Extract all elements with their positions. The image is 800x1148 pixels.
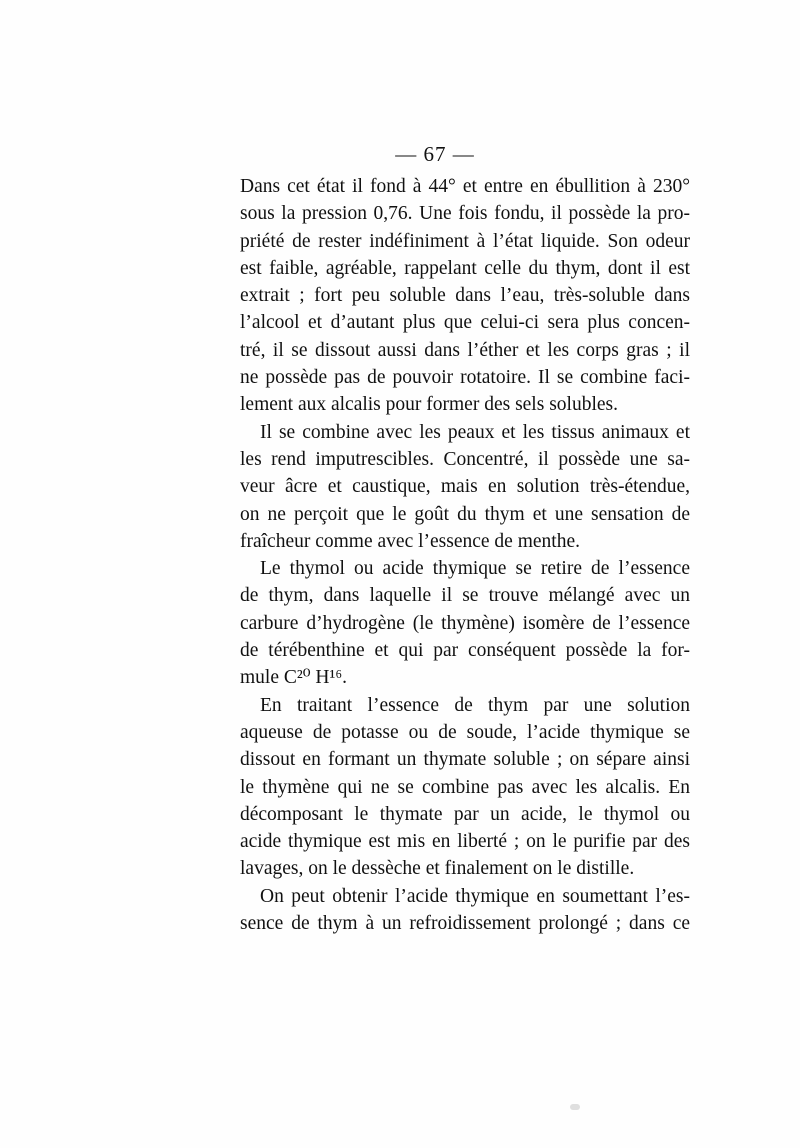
text-line: mule C²⁰ H¹⁶. bbox=[240, 667, 348, 689]
text-line: On peut obtenir l’acide thymique en soumettant l’es- bbox=[260, 885, 690, 907]
text-line: carbure d’hydrogène (le thymène) isomère de l’essence bbox=[240, 612, 690, 634]
ink-speck bbox=[570, 1104, 580, 1110]
text-line: Il se combine avec les peaux et les tissus animaux et bbox=[260, 421, 690, 443]
text-line: priété de rester indéfiniment à l’état liquide. Son odeur bbox=[240, 230, 690, 252]
text-line: Dans cet état il fond à 44° et entre en ébullition à 230° bbox=[240, 176, 690, 197]
text-line: tré, il se dissout aussi dans l’éther et les corps gras ; il bbox=[240, 339, 690, 361]
text-line: de thym, dans laquelle il se trouve mélangé avec un bbox=[240, 585, 690, 607]
text-line: aqueuse de potasse ou de soude, l’acide thymique se bbox=[240, 721, 690, 743]
text-line: l’alcool et d’autant plus que celui-ci sera plus concen- bbox=[240, 312, 690, 334]
text-line: fraîcheur comme avec l’essence de menthe. bbox=[240, 530, 580, 552]
text-line: lement aux alcalis pour former des sels solubles. bbox=[240, 394, 618, 416]
text-line: veur âcre et caustique, mais en solution très-étendue, bbox=[240, 476, 690, 498]
text-line: ne possède pas de pouvoir rotatoire. Il se combine faci- bbox=[240, 367, 690, 389]
body-text bbox=[240, 173, 690, 937]
text-line: lavages, on le dessèche et finalement on le distille. bbox=[240, 858, 635, 880]
page-number: — 67 — bbox=[395, 142, 475, 166]
text-line: dissout en formant un thymate soluble ; on sépare ainsi bbox=[240, 749, 690, 771]
text-line: extrait ; fort peu soluble dans l’eau, très-soluble dans bbox=[240, 285, 690, 307]
text-line: on ne perçoit que le goût du thym et une sensation de bbox=[240, 503, 690, 525]
text-line: acide thymique est mis en liberté ; on le purifie par des bbox=[240, 831, 690, 853]
text-line: de térébenthine et qui par conséquent possède la for- bbox=[240, 640, 690, 662]
text-line: décomposant le thymate par un acide, le thymol ou bbox=[240, 803, 690, 825]
text-line: sence de thym à un refroidissement prolongé ; dans ce bbox=[240, 913, 690, 935]
text-line: le thymène qui ne se combine pas avec les alcalis. En bbox=[240, 776, 690, 798]
text-line: En traitant l’essence de thym par une solution bbox=[260, 694, 690, 716]
text-line: est faible, agréable, rappelant celle du thym, dont il est bbox=[240, 257, 690, 279]
text-line: sous la pression 0,76. Une fois fondu, il possède la pro- bbox=[240, 203, 690, 225]
text-line: Le thymol ou acide thymique se retire de l’essence bbox=[260, 558, 690, 580]
text-line: les rend imputrescibles. Concentré, il possède une sa- bbox=[240, 448, 690, 470]
